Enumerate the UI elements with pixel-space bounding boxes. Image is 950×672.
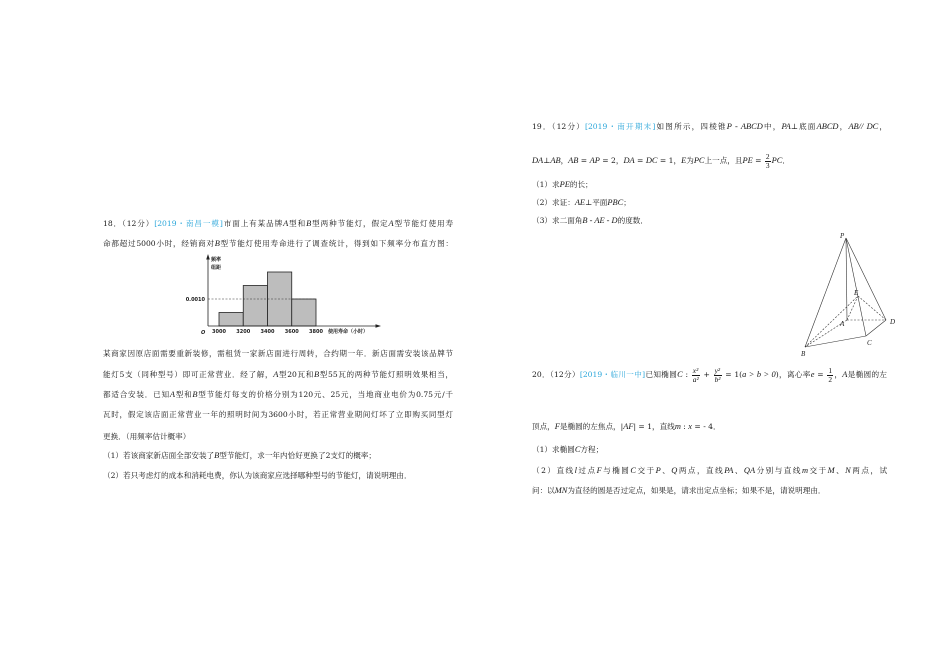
problem20-stem-line-1 bbox=[532, 365, 887, 385]
text-segment: （2）直线 bbox=[532, 466, 575, 475]
problem19-question-2 bbox=[532, 198, 887, 208]
source-tag: [2019・南开期末] bbox=[585, 122, 656, 131]
text-segment: 问：以 bbox=[532, 486, 555, 495]
text-segment: 中， bbox=[762, 122, 782, 131]
math-symbol: B bbox=[192, 390, 198, 399]
problem18-context-line-5 bbox=[103, 432, 453, 442]
math-symbol: A bbox=[842, 370, 848, 379]
text-segment: = bbox=[578, 156, 590, 165]
text-segment: ⊥平面 bbox=[585, 198, 608, 207]
vertex-label-p: P bbox=[840, 232, 845, 240]
edge-cd bbox=[866, 320, 886, 336]
problem18-stem-line-2 bbox=[103, 239, 453, 249]
math-symbol: A bbox=[273, 370, 279, 379]
text-segment: （1）若该商家新店面全部安装了 bbox=[103, 451, 215, 460]
math-symbol: m bbox=[674, 422, 681, 431]
fraction-numerator: 2 bbox=[765, 151, 770, 161]
text-segment: （2）若只考虑灯的成本和消耗电费，你认为该商家应选择哪种型号的节能灯，请说明理由． bbox=[103, 471, 412, 480]
fraction bbox=[714, 367, 722, 384]
x-tick-label: 3600 bbox=[284, 329, 299, 335]
text-segment: 、 bbox=[660, 466, 672, 475]
source-tag: [2019・南昌一模] bbox=[154, 219, 223, 228]
source-tag: [2019・临川一中] bbox=[579, 370, 646, 379]
text-segment: 为直径的圆是否过定点，如果是，请求出定点坐标；如果不是，请说明理由． bbox=[567, 486, 826, 495]
fraction bbox=[765, 153, 771, 170]
math-symbol: e bbox=[810, 370, 815, 379]
math-symbol: AB bbox=[568, 156, 579, 165]
text-segment: : bbox=[680, 422, 689, 431]
problem18-context-line-2 bbox=[103, 370, 453, 380]
x-tick-label: 3400 bbox=[260, 329, 275, 335]
math-symbol: A bbox=[283, 219, 289, 228]
histogram-bar bbox=[219, 313, 243, 327]
math-symbol: PC bbox=[771, 156, 783, 165]
y-axis-arrow-icon bbox=[206, 254, 210, 260]
text-segment: 已知椭圆 bbox=[645, 370, 678, 379]
math-symbol: PBC bbox=[607, 198, 624, 207]
edge-pb bbox=[805, 238, 846, 347]
math-symbol: F bbox=[596, 466, 602, 475]
pyramid-figure bbox=[795, 228, 907, 364]
math-symbol: a > b > 0 bbox=[742, 370, 776, 379]
text-segment: （3）求二面角 bbox=[532, 216, 583, 225]
math-symbol: m bbox=[801, 466, 808, 475]
x-tick-label: 3000 bbox=[212, 329, 226, 335]
fraction-denominator: 2 bbox=[828, 374, 833, 384]
text-segment: 是椭圆的左焦点，| bbox=[559, 422, 624, 431]
math-symbol: B - AE - D bbox=[582, 216, 618, 225]
text-segment: 顶点， bbox=[532, 422, 555, 431]
math-symbol: C bbox=[677, 370, 683, 379]
text-segment: = 2， bbox=[599, 156, 624, 165]
y-axis-label-denominator: 组距 bbox=[211, 265, 222, 271]
text-segment: 市面上有某品牌 bbox=[222, 219, 284, 228]
math-symbol: AB// DC bbox=[848, 122, 879, 131]
text-segment: 与椭圆 bbox=[601, 466, 631, 475]
math-symbol: N bbox=[845, 466, 851, 475]
math-symbol: Q bbox=[671, 466, 678, 475]
problem18-context-line-3 bbox=[103, 390, 453, 400]
fraction-denominator: b² bbox=[714, 374, 721, 384]
text-segment: ， bbox=[560, 156, 569, 165]
fraction-numerator: 1 bbox=[828, 365, 833, 375]
math-symbol: x bbox=[688, 422, 692, 431]
text-segment: 分别与直线 bbox=[755, 466, 802, 475]
problem18-question-1 bbox=[103, 451, 453, 461]
vertex-label-b: B bbox=[801, 350, 806, 358]
text-segment: 18．（12分） bbox=[103, 219, 155, 228]
math-symbol: PE bbox=[742, 156, 753, 165]
problem18-stem-line-1 bbox=[103, 219, 453, 229]
math-symbol: DA bbox=[623, 156, 635, 165]
math-symbol: C bbox=[574, 445, 581, 454]
math-symbol: A bbox=[388, 219, 394, 228]
math-symbol: P bbox=[655, 466, 661, 475]
text-segment: | = 1，直线 bbox=[633, 422, 675, 431]
origin-label: O bbox=[201, 330, 206, 336]
text-segment: 型55瓦的两种节能灯照明效果相当， bbox=[319, 370, 453, 379]
math-symbol: F bbox=[554, 422, 560, 431]
text-segment: 都适合安装．已知 bbox=[103, 390, 170, 399]
vertex-label-d: D bbox=[890, 318, 896, 326]
text-segment: 型节能灯使用寿 bbox=[393, 219, 454, 228]
vertex-label-c: C bbox=[867, 339, 872, 347]
fraction-numerator: x² bbox=[692, 365, 699, 375]
text-segment: : bbox=[682, 370, 691, 379]
math-symbol: A bbox=[169, 390, 175, 399]
problem18-question-2 bbox=[103, 471, 453, 481]
fraction-denominator: a² bbox=[692, 374, 699, 384]
x-tick-label: 3200 bbox=[236, 329, 251, 335]
math-symbol: l bbox=[574, 466, 577, 475]
text-segment: 、 bbox=[834, 466, 846, 475]
math-symbol: DA bbox=[532, 156, 544, 165]
math-symbol: E bbox=[681, 156, 687, 165]
math-symbol: AP bbox=[589, 156, 600, 165]
problem19-stem-line-2 bbox=[532, 151, 887, 171]
edge-pc bbox=[846, 238, 866, 336]
text-segment: 型和 bbox=[174, 390, 193, 399]
text-segment: 型两种节能灯，假定 bbox=[311, 219, 389, 228]
math-symbol: M bbox=[827, 466, 835, 475]
fraction bbox=[827, 367, 833, 384]
text-segment: 如图所示，四棱锥 bbox=[655, 122, 727, 131]
edge-pd bbox=[846, 238, 886, 320]
math-symbol: AE bbox=[574, 198, 586, 207]
problem19-question-1 bbox=[532, 180, 887, 190]
text-segment: 19．（12分） bbox=[532, 122, 586, 131]
math-symbol: QA bbox=[743, 466, 756, 475]
math-symbol: PA bbox=[724, 466, 734, 475]
y-axis-label-numerator: 频率 bbox=[211, 257, 222, 263]
math-symbol: P - ABCD bbox=[726, 122, 763, 131]
problem20-question-2-line-1 bbox=[532, 466, 887, 476]
math-symbol: B bbox=[214, 451, 220, 460]
math-symbol: AB bbox=[550, 156, 561, 165]
problem20-question-1 bbox=[532, 445, 887, 455]
y-tick-label: 0.0010 bbox=[185, 296, 205, 303]
text-segment: ． bbox=[782, 156, 790, 165]
text-segment: 20．（12分） bbox=[532, 370, 580, 379]
text-segment: = 1( bbox=[722, 370, 743, 379]
text-segment: 交于 bbox=[808, 466, 828, 475]
problem18-context-line-1 bbox=[103, 349, 453, 359]
fraction bbox=[692, 367, 700, 384]
text-segment: 、 bbox=[733, 466, 744, 475]
edge-bc bbox=[805, 336, 866, 347]
text-segment: 的度数． bbox=[617, 216, 648, 225]
vertex-label-e: E bbox=[854, 289, 859, 297]
histogram-bar bbox=[292, 299, 316, 326]
text-segment: 交于 bbox=[635, 466, 656, 475]
problem18-context-line-4 bbox=[103, 410, 453, 420]
x-axis-arrow-icon bbox=[376, 324, 382, 328]
text-segment: 型节能灯使用寿命进行了调查统计，得到如下频率分布直方图： bbox=[219, 239, 454, 248]
math-symbol: B bbox=[306, 219, 312, 228]
math-symbol: PA bbox=[781, 122, 791, 131]
fraction-numerator: y² bbox=[714, 365, 721, 375]
text-segment: （2）求证： bbox=[532, 198, 575, 207]
text-segment: 过点 bbox=[576, 466, 597, 475]
vertex-label-a: A bbox=[840, 320, 845, 328]
text-segment: 上一点，且 bbox=[704, 156, 743, 165]
edge-be bbox=[805, 296, 858, 347]
histogram-bar bbox=[243, 286, 267, 327]
math-symbol: AF bbox=[623, 422, 634, 431]
math-symbol: B bbox=[214, 239, 220, 248]
x-tick-label: 3800 bbox=[309, 329, 323, 335]
text-segment: 某商家因原店面需要重新装修，需租赁一家新店面进行周转，合约期一年．新店面需安装该品牌节 bbox=[103, 349, 453, 358]
problem19-question-3 bbox=[532, 216, 887, 226]
text-segment: ， bbox=[834, 370, 843, 379]
math-symbol: B bbox=[314, 370, 320, 379]
math-symbol: PC bbox=[693, 156, 705, 165]
problem19-stem-line-1 bbox=[532, 122, 887, 132]
problem20-stem-line-2 bbox=[532, 422, 887, 432]
text-segment: = 1， bbox=[657, 156, 682, 165]
text-segment: 更换．（用频率估计概率） bbox=[103, 432, 191, 441]
math-symbol: ABCD bbox=[816, 122, 839, 131]
problem20-question-2-line-2 bbox=[532, 486, 887, 496]
math-symbol: C bbox=[630, 466, 636, 475]
x-axis-label: 使用寿命（小时） bbox=[328, 329, 369, 335]
text-segment: + bbox=[700, 370, 713, 379]
math-symbol: DC bbox=[645, 156, 658, 165]
text-segment: 型节能灯每支的价格分别为120元、25元，当地商业电价为0.75元/千 bbox=[197, 390, 454, 399]
text-segment: ； bbox=[623, 198, 631, 207]
fraction-denominator: 3 bbox=[765, 160, 770, 170]
text-segment: ⊥底面 bbox=[790, 122, 817, 131]
text-segment: = - 4． bbox=[692, 422, 721, 431]
math-symbol: MN bbox=[554, 486, 568, 495]
text-segment: = bbox=[814, 370, 827, 379]
math-symbol: PE bbox=[559, 180, 570, 189]
text-segment: 是椭圆的左 bbox=[847, 370, 888, 379]
text-segment: 两点，试 bbox=[850, 466, 888, 475]
text-segment: （1）求椭圆 bbox=[532, 445, 575, 454]
text-segment: 方程； bbox=[580, 445, 604, 454]
text-segment: = bbox=[634, 156, 646, 165]
text-segment: 命都超过5000小时，经销商对 bbox=[103, 239, 215, 248]
text-segment: （1）求 bbox=[532, 180, 560, 189]
text-segment: 瓦时，假定该店面正常营业一年的照明时间为3600小时，若正常营业期间灯坏了立即购买同型灯 bbox=[103, 410, 453, 419]
text-segment: 能灯5支（同种型号）即可正常营业．经了解， bbox=[103, 370, 274, 379]
text-segment: )，离心率 bbox=[775, 370, 811, 379]
text-segment: = bbox=[752, 156, 764, 165]
text-segment: ， bbox=[878, 122, 888, 131]
text-segment: ⊥ bbox=[543, 156, 551, 165]
edge-ae bbox=[847, 296, 858, 320]
text-segment: 型节能灯，求一年内恰好更换了2支灯的概率； bbox=[219, 451, 376, 460]
text-segment: 型20瓦和 bbox=[278, 370, 315, 379]
text-segment: ， bbox=[838, 122, 849, 131]
text-segment: 为 bbox=[686, 156, 694, 165]
text-segment: 的长； bbox=[569, 180, 593, 189]
histogram-chart bbox=[178, 252, 390, 344]
text-segment: 两点，直线 bbox=[677, 466, 725, 475]
text-segment: 型和 bbox=[288, 219, 307, 228]
